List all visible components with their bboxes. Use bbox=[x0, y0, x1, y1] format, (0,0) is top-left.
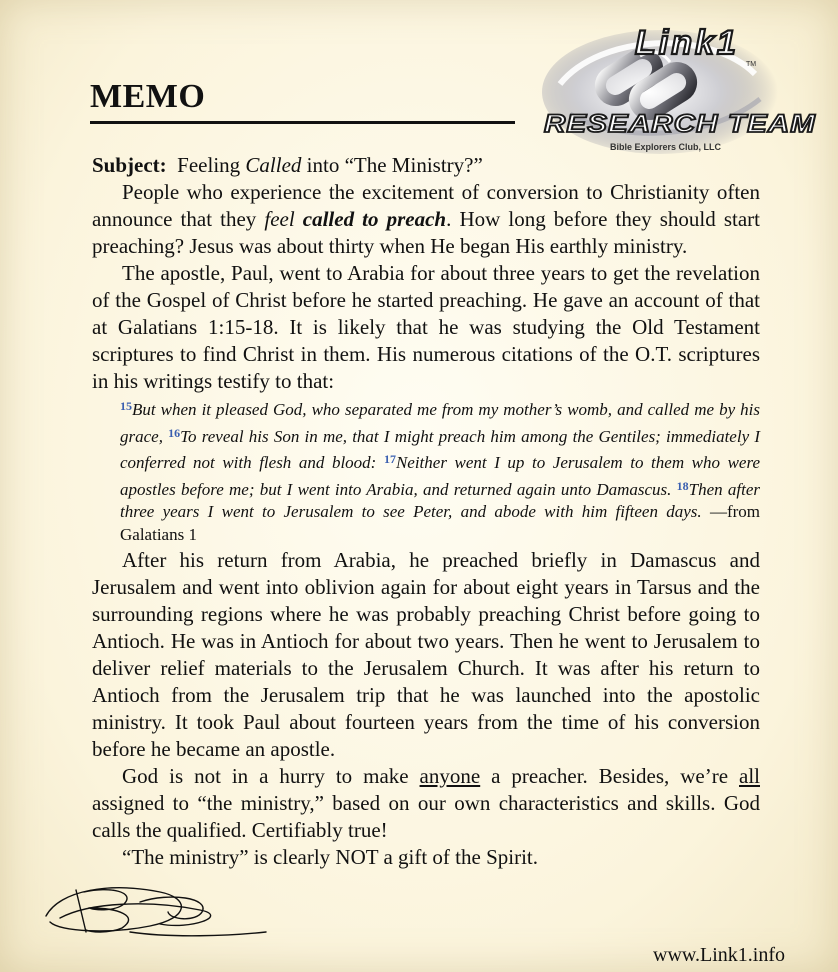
subject-label: Subject: bbox=[92, 153, 167, 177]
subject-text-italic: Called bbox=[245, 153, 302, 177]
p1-text-a: People who experience the excitement of conversion to Christianity often announce that they bbox=[92, 180, 760, 231]
logo-tagline: Bible Explorers Club, LLC bbox=[610, 142, 722, 152]
verse-number-17: 17 bbox=[383, 452, 396, 467]
p4-text-c: assigned to “the ministry,” based on our own characteristics and skills. God calls the qualified. Certifiably true! bbox=[92, 790, 760, 842]
p4-text-b: a preacher. Besides, we’re bbox=[480, 763, 739, 788]
verse-16: To reveal his Son in me, that I might preach him among the Gentiles; immediately I conferred not with flesh and blood: bbox=[120, 426, 760, 473]
verse-18: Then after three years I went to Jerusalem to see Peter, and abode with him fifteen days. bbox=[120, 479, 761, 522]
paragraph-5: “The ministry” is clearly NOT a gift of the Spirit. bbox=[122, 844, 539, 869]
logo-bottom-text: RESEARCH TEAM bbox=[544, 110, 817, 138]
logo-tm-mark: TM bbox=[746, 61, 757, 68]
website-url: www.Link1.info bbox=[653, 944, 786, 966]
p1-italic: feel bbox=[264, 207, 303, 231]
verse-15: But when it pleased God, who separated me from my mother’s womb, and called me by his grace, bbox=[120, 400, 760, 446]
paragraph-2: The apostle, Paul, went to Arabia for about three years to get the revelation of the Gospel of Christ before he started preaching. He gave an account of that at Galatians 1:15-18. It is likely that he was studying the Old Testament scriptures to find Christ in them. His numerous citations of the O.T. scriptures in his writings testify to that: bbox=[92, 261, 760, 393]
p1-bold-italic: called to preach bbox=[302, 207, 447, 231]
subject-line bbox=[92, 152, 760, 179]
link1-research-team-logo bbox=[540, 14, 822, 160]
p4-underline-anyone: anyone bbox=[419, 763, 481, 788]
memo-title: MEMO bbox=[90, 78, 206, 115]
paragraph-1 bbox=[92, 179, 760, 260]
p4-text-a: God is not in a hurry to make bbox=[122, 763, 420, 788]
verse-number-16: 16 bbox=[168, 425, 181, 440]
subject-text-pre: Feeling bbox=[177, 153, 246, 177]
paragraph-3: After his return from Arabia, he preached briefly in Damascus and Jerusalem and went into oblivion again for about eight years in Tarsus and the surrounding regions where he was probably preaching Christ before going to Antioch. He was in Antioch for about two years. Then he went to Jerusalem to deliver relief materials to the Jerusalem Church. It was after his return to Antioch from the Jerusalem trip that he was launched into the apostolic ministry. It took Paul about fourteen years from the time of his conversion before he became an apostle. bbox=[92, 547, 760, 761]
title-underline bbox=[90, 121, 515, 124]
p1-text-b: . How long before they should start preaching? Jesus was about thirty when He began His earthly ministry. bbox=[92, 207, 761, 258]
verse-number-15: 15 bbox=[120, 399, 132, 413]
handwritten-signature bbox=[40, 872, 270, 942]
scripture-quote bbox=[92, 395, 760, 547]
verse-number-18: 18 bbox=[676, 478, 689, 493]
subject-text-post: into “The Ministry?” bbox=[301, 153, 483, 177]
paragraph-4 bbox=[92, 763, 760, 844]
p4-underline-all: all bbox=[739, 763, 760, 788]
logo-top-text: Link1 bbox=[635, 24, 739, 62]
memo-body bbox=[92, 152, 760, 871]
quote-source: —from Galatians 1 bbox=[120, 502, 760, 544]
verse-17: Neither went I up to Jerusalem to them who were apostles before me; but I went into Arabia, and returned again unto Damascus. bbox=[120, 453, 761, 499]
